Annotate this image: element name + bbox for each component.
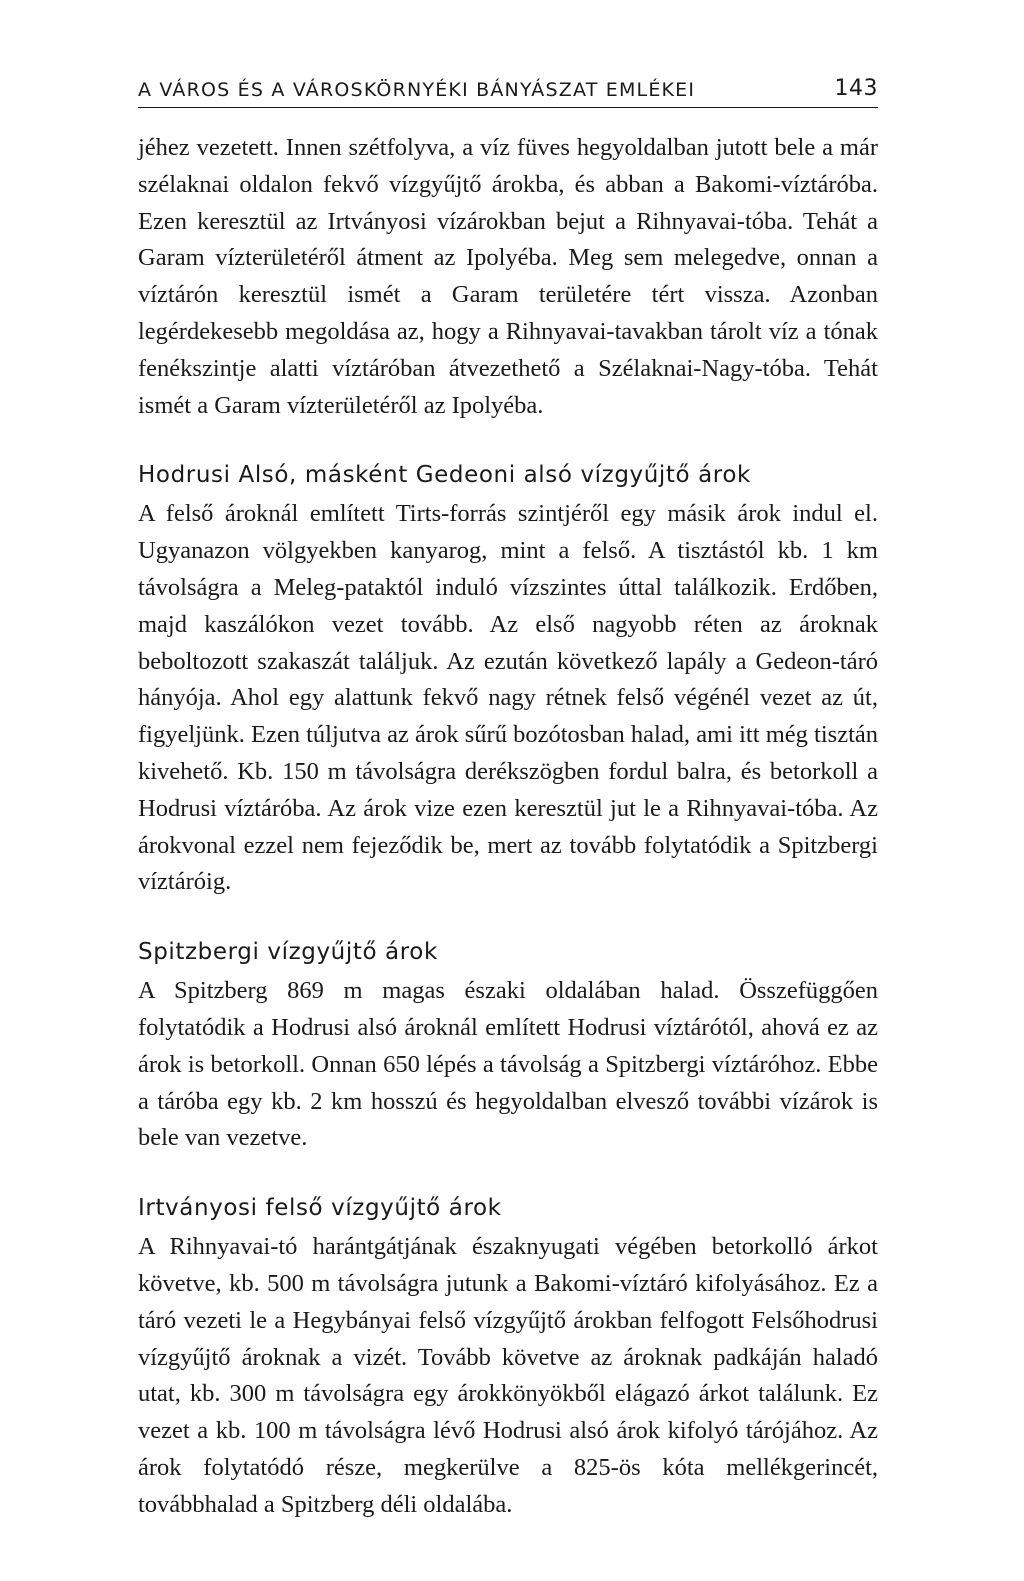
paragraph-continued: jéhez vezetett. Innen szétfolyva, a víz füves hegyoldalban jutott bele a már szélaknai oldalon fekvő vízgyűjtő árokba, és abban a Bakomi-víztáróba. Ezen keresztül az Irtványosi vízárokban bejut a Rihnyavai-tóba. Tehát a Garam vízterületéről átment az Ipolyéba. Meg sem melegedve, onnan a víztárón keresztül ismét a Garam területére tért vissza. Azonban legérdekesebb megoldása az, hogy a Rihnyavai-tavakban tárolt víz a tónak fenékszintje alatti víztáróban átvezethető a Szélaknai-Nagy-tóba. Tehát ismét a Garam vízterületéről az Ipolyéba. — [138, 134, 878, 419]
section-heading-hodrusi-also: Hodrusi Alsó, másként Gedeoni alsó vízgyűjtő árok — [138, 462, 751, 489]
running-header — [138, 76, 878, 108]
running-title: A VÁROS ÉS A VÁROSKÖRNYÉKI BÁNYÁSZAT EMLÉKEI — [138, 79, 696, 101]
paragraph-hodrusi-also: A felső ároknál említett Tirts-forrás szintjéről egy másik árok indul el. Ugyanazon völgyekben kanyarog, mint a felső. A tisztástól kb. 1 km távolságra a Meleg-pataktól induló vízszintes úttal találkozik. Erdőben, majd kaszálókon vezet tovább. Az első nagyobb réten az ároknak beboltozott szakaszát találjuk. Az ezután következő lapály a Gedeon-táró hányója. Ahol egy alattunk fekvő nagy rétnek felső végénél vezet az út, figyeljünk. Ezen túljutva az árok sűrű bozótosban halad, ami itt még tisztán kivehető. Kb. 150 m távolságra derékszögben fordul balra, és betorkoll a Hodrusi víztáróba. Az árok vize ezen keresztül jut le a Rihnyavai-tóba. Az árokvonal ezzel nem fejeződik be, mert az tovább folytatódik a Spitzbergi víztáróig. — [138, 500, 878, 896]
section-heading-spitzbergi: Spitzbergi vízgyűjtő árok — [138, 939, 438, 966]
page-number: 143 — [834, 76, 878, 101]
book-page — [138, 76, 878, 1524]
paragraph-irtvanyosi-felso: A Rihnyavai-tó harántgátjának északnyugati végében betorkolló árkot követve, kb. 500 m távolságra jutunk a Bakomi-víztáró kifolyásához. Ez a táró vezeti le a Hegybányai felső vízgyűjtő árokban felfogott Felsőhodrusi vízgyűjtő ároknak a vizét. Tovább követve az ároknak padkáján haladó utat, kb. 300 m távolságra egy árokkönyökből elágazó árkot találunk. Ez vezet a kb. 100 m távolságra lévő Hodrusi alsó árok kifolyó tárójához. Az árok folytatódó része, megkerülve a 825-ös kóta mellékgerincét, továbbhalad a Spitzberg déli oldalába. — [138, 1233, 878, 1518]
paragraph-spitzbergi: A Spitzberg 869 m magas északi oldalában halad. Összefüggően folytatódik a Hodrusi alsó ároknál említett Hodrusi víztárótól, ahová ez az árok is betorkoll. Onnan 650 lépés a távolság a Spitzbergi víztáróhoz. Ebbe a táróba egy kb. 2 km hosszú és hegyoldalban elvesző további vízárok is bele van vezetve. — [138, 977, 878, 1152]
section-heading-irtvanyosi-felso: Irtványosi felső vízgyűjtő árok — [138, 1195, 502, 1222]
